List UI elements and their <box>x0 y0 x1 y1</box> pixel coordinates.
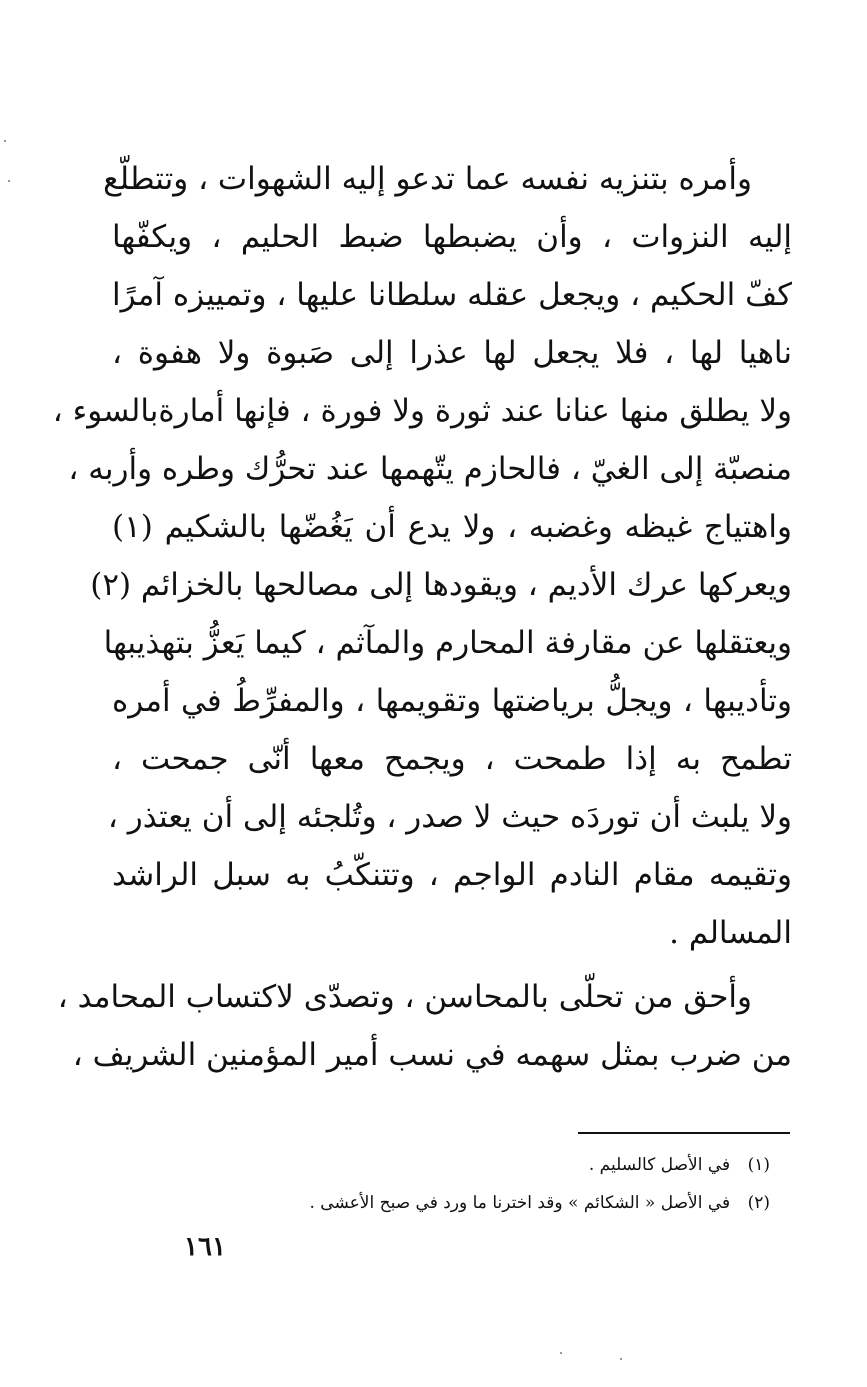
scan-speck <box>8 180 10 182</box>
text-line: تطمح به إذا طمحت ، ويجمح معها أنّى جمحت ، <box>112 741 792 777</box>
text-line: واهتياج غيظه وغضبه ، ولا يدع أن يَغُضّها بالشكيم (١) <box>112 509 792 545</box>
scan-speck <box>560 1352 562 1354</box>
text-line: المسالم . <box>669 915 792 951</box>
text-line: ولا يطلق منها عنانا عند ثورة ولا فورة ، فإنها أمارةبالسوء ، <box>52 393 792 429</box>
page-number: ١٦١ <box>184 1232 226 1262</box>
text-line: وتأديبها ، ويجلُّ برياضتها وتقويمها ، والمفرِّطُ في أمره <box>112 683 792 719</box>
footnote-item <box>200 1184 770 1222</box>
footnote-number: (١) <box>747 1155 770 1175</box>
scan-speck <box>620 1358 622 1360</box>
text-line: وأمره بتنزيه نفسه عما تدعو إليه الشهوات ، وتتطلّع <box>103 161 752 197</box>
footnote-text: في الأصل « الشكائم » وقد اخترنا ما ورد في صبح الأعشى . <box>309 1193 731 1213</box>
scan-speck <box>4 140 6 142</box>
footnotes <box>200 1146 770 1222</box>
text-line: وأحق من تحلّى بالمحاسن ، وتصدّى لاكتساب المحامد ، <box>57 979 752 1015</box>
main-text <box>52 150 792 1084</box>
text-line: كفّ الحكيم ، ويجعل عقله سلطانا عليها ، وتمييزه آمرًا <box>112 277 792 313</box>
text-line: ناهيا لها ، فلا يجعل لها عذرا إلى صَبوة ولا هفوة ، <box>112 335 792 371</box>
text-line: منصبّة إلى الغيّ ، فالحازم يتّهمها عند تحرُّك وطره وأربه ، <box>68 451 792 487</box>
text-line: ويعركها عرك الأديم ، ويقودها إلى مصالحها بالخزائم (٢) <box>90 567 792 603</box>
text-line: ولا يلبث أن توردَه حيث لا صدر ، وتُلجئه إلى أن يعتذر ، <box>107 799 792 835</box>
footnote-number: (٢) <box>747 1193 770 1213</box>
text-line: وتقيمه مقام النادم الواجم ، وتتنكّبُ به سبل الراشد <box>112 857 792 893</box>
footnote-item <box>200 1146 770 1184</box>
footnote-text: في الأصل كالسليم . <box>588 1155 731 1175</box>
footnote-separator <box>578 1132 790 1134</box>
text-line: ويعتقلها عن مقارفة المحارم والمآثم ، كيما يَعزُّ بتهذيبها <box>103 625 792 661</box>
text-line: إليه النزوات ، وأن يضبطها ضبط الحليم ، ويكفّها <box>112 219 792 255</box>
text-line: من ضرب بمثل سهمه في نسب أمير المؤمنين الشريف ، <box>72 1037 792 1073</box>
